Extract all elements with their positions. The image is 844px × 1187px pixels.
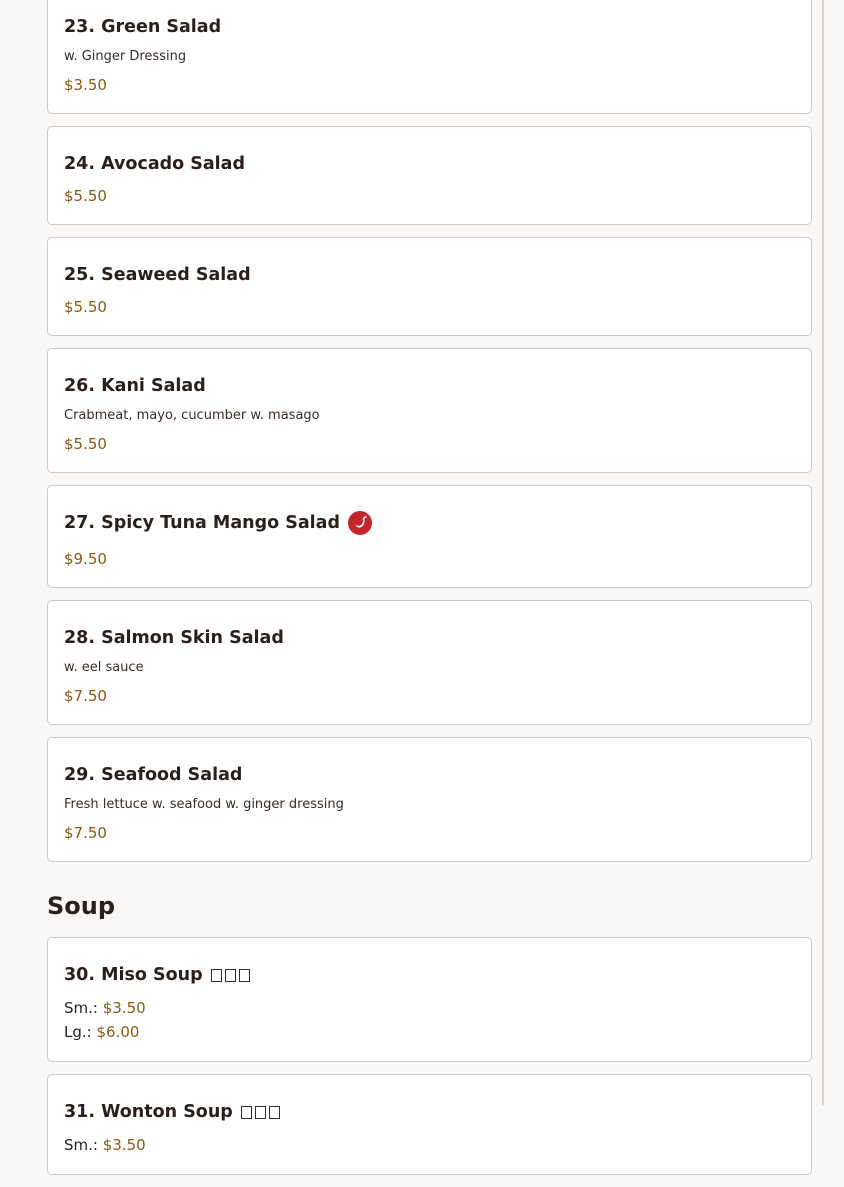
- menu-item-card[interactable]: [47, 237, 812, 336]
- item-description: Fresh lettuce w. seafood w. ginger dressing: [64, 797, 344, 812]
- missing-glyph-icon: [241, 1106, 280, 1119]
- size-price-row: [64, 1020, 795, 1044]
- size-price-row: [64, 1133, 795, 1157]
- menu-list: [47, 0, 812, 1187]
- item-description: w. eel sauce: [64, 660, 144, 675]
- scroll-divider: [822, 0, 824, 1105]
- section-title-soup: Soup: [47, 892, 116, 920]
- menu-item-card[interactable]: [47, 0, 812, 114]
- item-title: 27. Spicy Tuna Mango Salad: [64, 513, 341, 533]
- size-price: $3.50: [102, 999, 146, 1017]
- item-title: 29. Seafood Salad: [64, 765, 243, 785]
- item-description: Crabmeat, mayo, cucumber w. masago: [64, 408, 320, 423]
- menu-item-card[interactable]: [47, 348, 812, 473]
- size-label: Sm.:: [64, 999, 98, 1017]
- item-title: 23. Green Salad: [64, 17, 222, 37]
- size-price: $6.00: [96, 1023, 140, 1041]
- item-price: $9.50: [64, 550, 107, 568]
- item-description: w. Ginger Dressing: [64, 49, 187, 64]
- item-title: 28. Salmon Skin Salad: [64, 628, 284, 648]
- menu-item-card[interactable]: [47, 1074, 812, 1175]
- item-title-row: [64, 1099, 795, 1125]
- item-price: $3.50: [64, 76, 107, 94]
- item-price: $5.50: [64, 435, 107, 453]
- item-title: 26. Kani Salad: [64, 376, 206, 396]
- missing-glyph-icon: [211, 969, 250, 982]
- item-price: $7.50: [64, 824, 107, 842]
- item-price: $5.50: [64, 187, 107, 205]
- size-label: Lg.:: [64, 1023, 92, 1041]
- size-label: Sm.:: [64, 1136, 98, 1154]
- size-prices: [64, 996, 795, 1044]
- menu-item-card[interactable]: [47, 737, 812, 862]
- menu-item-card[interactable]: [47, 600, 812, 725]
- item-price: $5.50: [64, 298, 107, 316]
- item-title: 24. Avocado Salad: [64, 154, 246, 174]
- menu-item-card[interactable]: [47, 126, 812, 225]
- item-title: 31. Wonton Soup: [64, 1102, 233, 1122]
- item-price: $7.50: [64, 687, 107, 705]
- item-title-row: [64, 510, 795, 536]
- item-title: 30. Miso Soup: [64, 965, 203, 985]
- size-price: $3.50: [102, 1136, 146, 1154]
- menu-item-card[interactable]: [47, 937, 812, 1062]
- size-prices: [64, 1133, 795, 1157]
- menu-item-card[interactable]: [47, 485, 812, 588]
- item-title-row: [64, 962, 795, 988]
- spicy-pepper-icon: [348, 511, 372, 535]
- size-price-row: [64, 996, 795, 1020]
- item-title: 25. Seaweed Salad: [64, 265, 251, 285]
